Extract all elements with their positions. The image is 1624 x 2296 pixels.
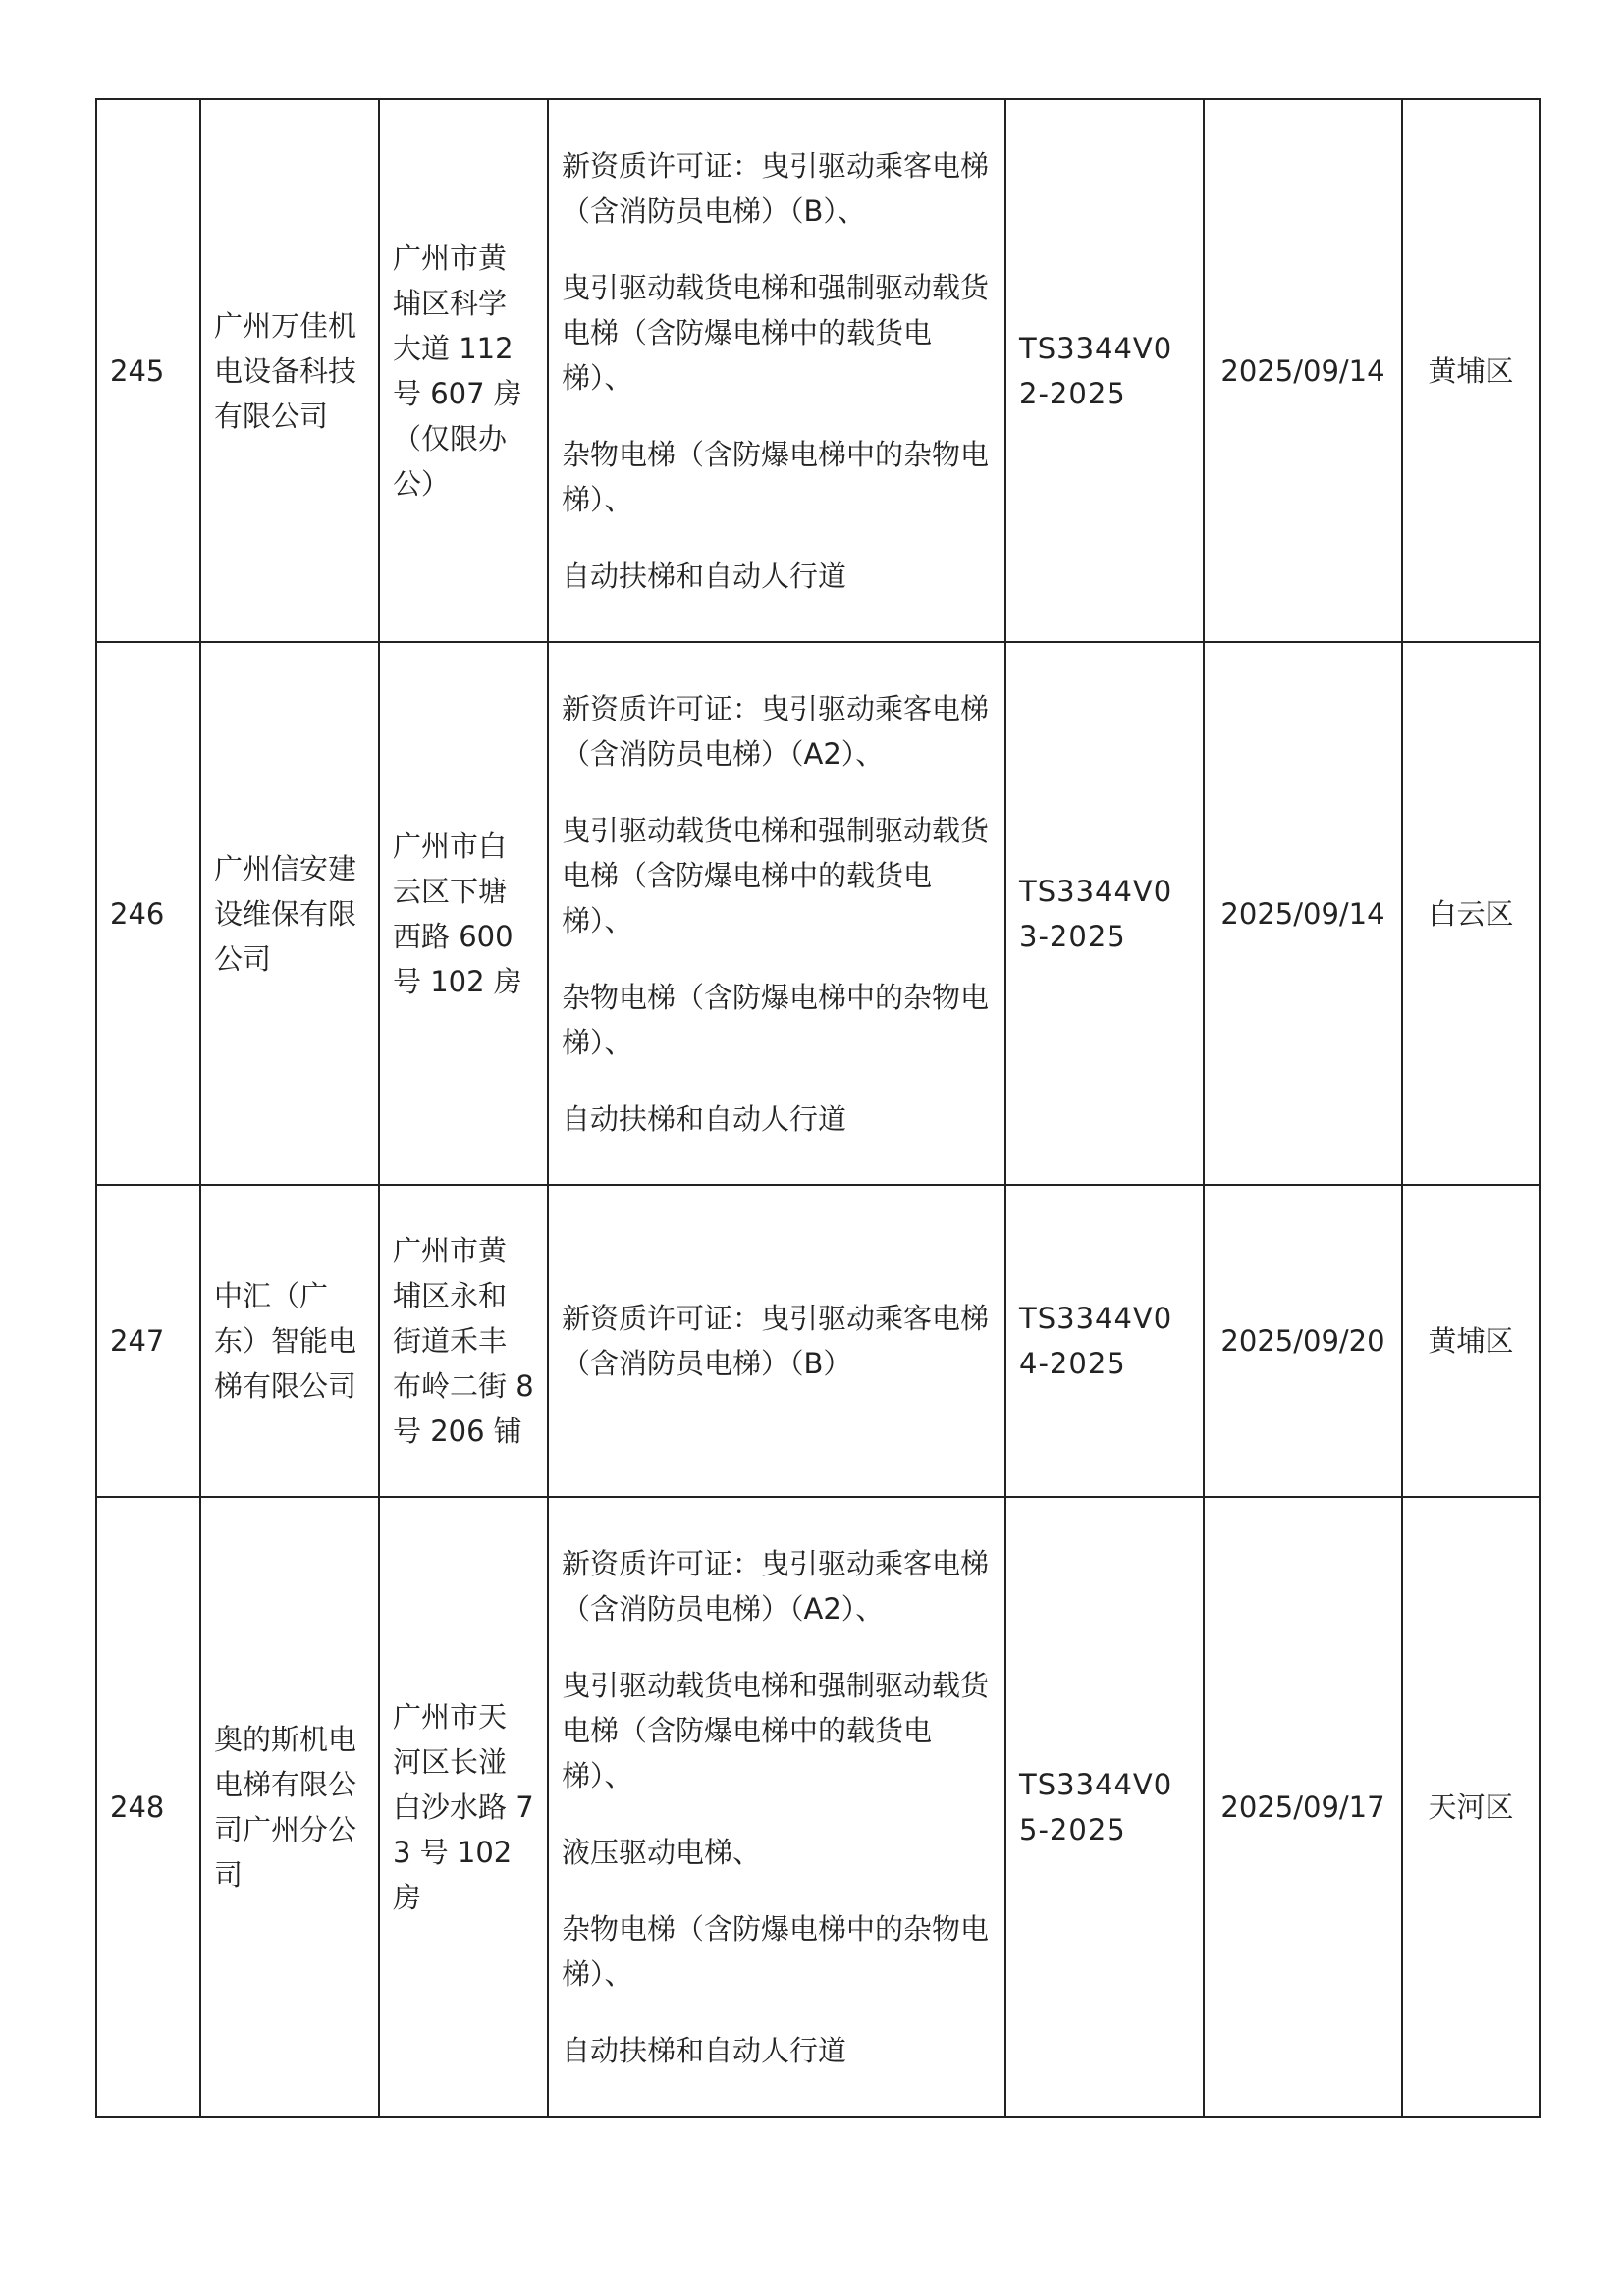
table-row	[96, 99, 1540, 642]
scope-item: 曳引驱动载货电梯和强制驱动载货电梯（含防爆电梯中的载货电梯）、	[562, 813, 990, 937]
scope-item: 杂物电梯（含防爆电梯中的杂物电梯）、	[562, 1912, 990, 1991]
scope-item: 自动扶梯和自动人行道	[562, 2034, 847, 2067]
license-scope	[548, 99, 1005, 642]
scope-item: 新资质许可证：曳引驱动乘客电梯（含消防员电梯）（A2）、	[562, 1547, 990, 1626]
certificate-number: TS3344V03-2025	[1005, 642, 1204, 1185]
certificate-number: TS3344V05-2025	[1005, 1497, 1204, 2117]
license-scope	[548, 642, 1005, 1185]
district: 黄埔区	[1402, 1185, 1540, 1497]
scope-item: 曳引驱动载货电梯和强制驱动载货电梯（含防爆电梯中的载货电梯）、	[562, 270, 990, 395]
row-number: 246	[96, 642, 200, 1185]
license-scope	[548, 1185, 1005, 1497]
company-address: 广州市白云区下塘西路 600 号 102 房	[379, 642, 548, 1185]
scope-item: 杂物电梯（含防爆电梯中的杂物电梯）、	[562, 980, 990, 1059]
scope-item: 新资质许可证：曳引驱动乘客电梯（含消防员电梯）（B）、	[562, 148, 990, 228]
scope-item: 新资质许可证：曳引驱动乘客电梯（含消防员电梯）（B）	[562, 1302, 990, 1380]
scope-item: 液压驱动电梯、	[562, 1836, 762, 1869]
row-number: 245	[96, 99, 200, 642]
table-body	[96, 99, 1540, 2117]
license-table	[95, 98, 1541, 2118]
scope-item: 曳引驱动载货电梯和强制驱动载货电梯（含防爆电梯中的载货电梯）、	[562, 1669, 990, 1792]
issue-date: 2025/09/14	[1204, 642, 1402, 1185]
company-name: 中汇（广东）智能电梯有限公司	[200, 1185, 379, 1497]
scope-item: 自动扶梯和自动人行道	[562, 1101, 847, 1136]
company-name: 奥的斯机电电梯有限公司广州分公司	[200, 1497, 379, 2117]
scope-item: 自动扶梯和自动人行道	[562, 559, 847, 593]
company-address: 广州市黄埔区永和街道禾丰布岭二街 8 号 206 铺	[379, 1185, 548, 1497]
company-address: 广州市天河区长湴白沙水路 73 号 102 房	[379, 1497, 548, 2117]
table-row	[96, 1497, 1540, 2117]
certificate-number: TS3344V02-2025	[1005, 99, 1204, 642]
issue-date: 2025/09/14	[1204, 99, 1402, 642]
company-name: 广州信安建设维保有限公司	[200, 642, 379, 1185]
license-scope	[548, 1497, 1005, 2117]
district: 天河区	[1402, 1497, 1540, 2117]
table-row	[96, 642, 1540, 1185]
row-number: 247	[96, 1185, 200, 1497]
scope-item: 新资质许可证：曳引驱动乘客电梯（含消防员电梯）（A2）、	[562, 691, 990, 771]
district: 黄埔区	[1402, 99, 1540, 642]
certificate-number: TS3344V04-2025	[1005, 1185, 1204, 1497]
table-row	[96, 1185, 1540, 1497]
row-number: 248	[96, 1497, 200, 2117]
issue-date: 2025/09/17	[1204, 1497, 1402, 2117]
scope-item: 杂物电梯（含防爆电梯中的杂物电梯）、	[562, 437, 990, 516]
company-address: 广州市黄埔区科学大道 112 号 607 房（仅限办公）	[379, 99, 548, 642]
district: 白云区	[1402, 642, 1540, 1185]
company-name: 广州万佳机电设备科技有限公司	[200, 99, 379, 642]
issue-date: 2025/09/20	[1204, 1185, 1402, 1497]
